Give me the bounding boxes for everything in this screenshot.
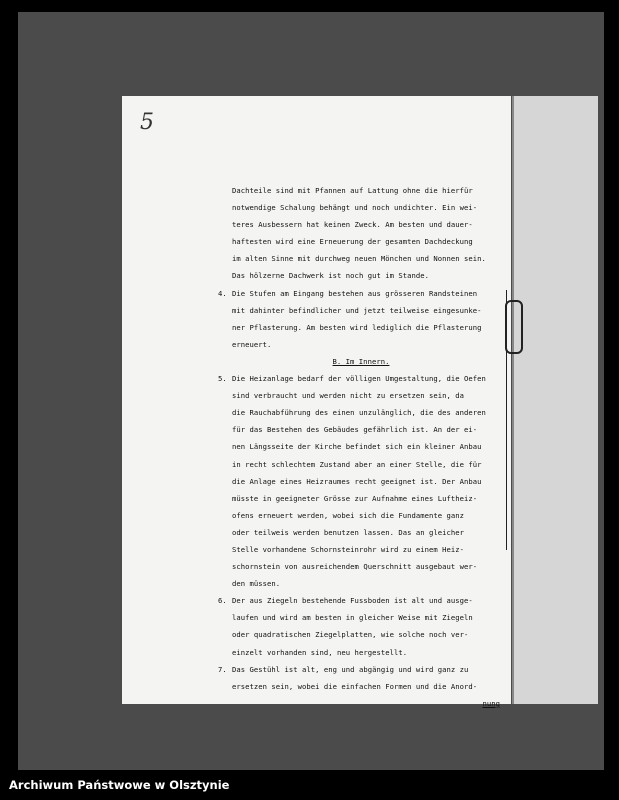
text-line: Stelle vorhandene Schornsteinrohr wird zu einem Heiz-: [232, 544, 464, 554]
text-line: ersetzen sein, wobei die einfachen Formen und die Anord-: [232, 681, 478, 691]
document-page: [122, 96, 511, 708]
binding-knot: [505, 300, 523, 354]
text-line: Das hölzerne Dachwerk ist noch gut im Stande.: [232, 271, 429, 281]
archive-footer: Archiwum Państwowe w Olsztynie: [9, 778, 230, 792]
text-line: nen Längsseite der Kirche befindet sich ein kleiner Anbau: [232, 442, 482, 452]
text-line: in recht schlechtem Zustand aber an einer Stelle, die für: [232, 459, 482, 469]
text-line: oder quadratischen Ziegelplatten, wie solche noch ver-: [232, 630, 469, 640]
text-line: Das Gestühl ist alt, eng und abgängig und wird ganz zu: [232, 664, 469, 674]
text-line: notwendige Schalung behängt und noch undichter. Ein wei-: [232, 203, 478, 213]
text-line: mit dahinter befindlicher und jetzt teilweise eingesunke-: [232, 305, 482, 315]
paragraph-intro: [218, 182, 504, 285]
item-number: 6.: [218, 596, 227, 606]
text-line: laufen und wird am besten in gleicher Weise mit Ziegeln: [232, 613, 473, 623]
text-line: ofens erneuert werden, wobei sich die Fundamente ganz: [232, 510, 464, 520]
text-line: den müssen.: [232, 579, 281, 589]
item-number: 4.: [218, 288, 227, 298]
text-line: im alten Sinne mit durchweg neuen Mönchen und Nonnen sein.: [232, 254, 486, 264]
item-4: [218, 285, 504, 353]
adjacent-page-edge: [512, 96, 598, 704]
text-line: Die Heizanlage bedarf der völligen Umgestaltung, die Oefen: [232, 374, 486, 384]
text-line: ner Pflasterung. Am besten wird lediglich die Pflasterung: [232, 322, 482, 332]
item-number: 7.: [218, 664, 227, 674]
text-line: teres Ausbessern hat keinen Zweck. Am besten und dauer-: [232, 220, 473, 230]
item-5: [218, 370, 504, 592]
page-text: [218, 182, 504, 712]
text-line: müsste in geeigneter Grösse zur Aufnahme eines Luftheiz-: [232, 493, 478, 503]
item-number: 5.: [218, 374, 227, 384]
text-line: sind verbraucht und werden nicht zu ersetzen sein, da: [232, 391, 464, 401]
text-line: für das Bestehen des Gebäudes gefährlich ist. An der ei-: [232, 425, 478, 435]
item-7: [218, 661, 504, 712]
item-6: [218, 592, 504, 660]
text-line: die Anlage eines Heizraumes recht geeignet ist. Der Anbau: [232, 476, 482, 486]
text-line: Die Stufen am Eingang bestehen aus grösseren Randsteinen: [232, 288, 478, 298]
text-line: haftesten wird eine Erneuerung der gesamten Dachdeckung: [232, 237, 473, 247]
text-line: die Rauchabführung des einen unzulänglich, die des anderen: [232, 408, 486, 418]
text-line: einzelt vorhanden sind, neu hergestellt.: [232, 647, 408, 657]
section-heading: B. Im Innern.: [332, 356, 390, 366]
text-line: schornstein von ausreichendem Querschnitt ausgebaut wer-: [232, 562, 478, 572]
text-line: Dachteile sind mit Pfannen auf Lattung ohne die hierfür: [232, 186, 473, 195]
text-line: erneuert.: [232, 339, 272, 349]
text-line: Der aus Ziegeln bestehende Fussboden ist alt und ausge-: [232, 596, 473, 606]
catchword: nung: [482, 698, 500, 708]
page-number: 5: [140, 110, 154, 135]
text-line: oder teilweis werden benutzen lassen. Das an gleicher: [232, 527, 464, 537]
